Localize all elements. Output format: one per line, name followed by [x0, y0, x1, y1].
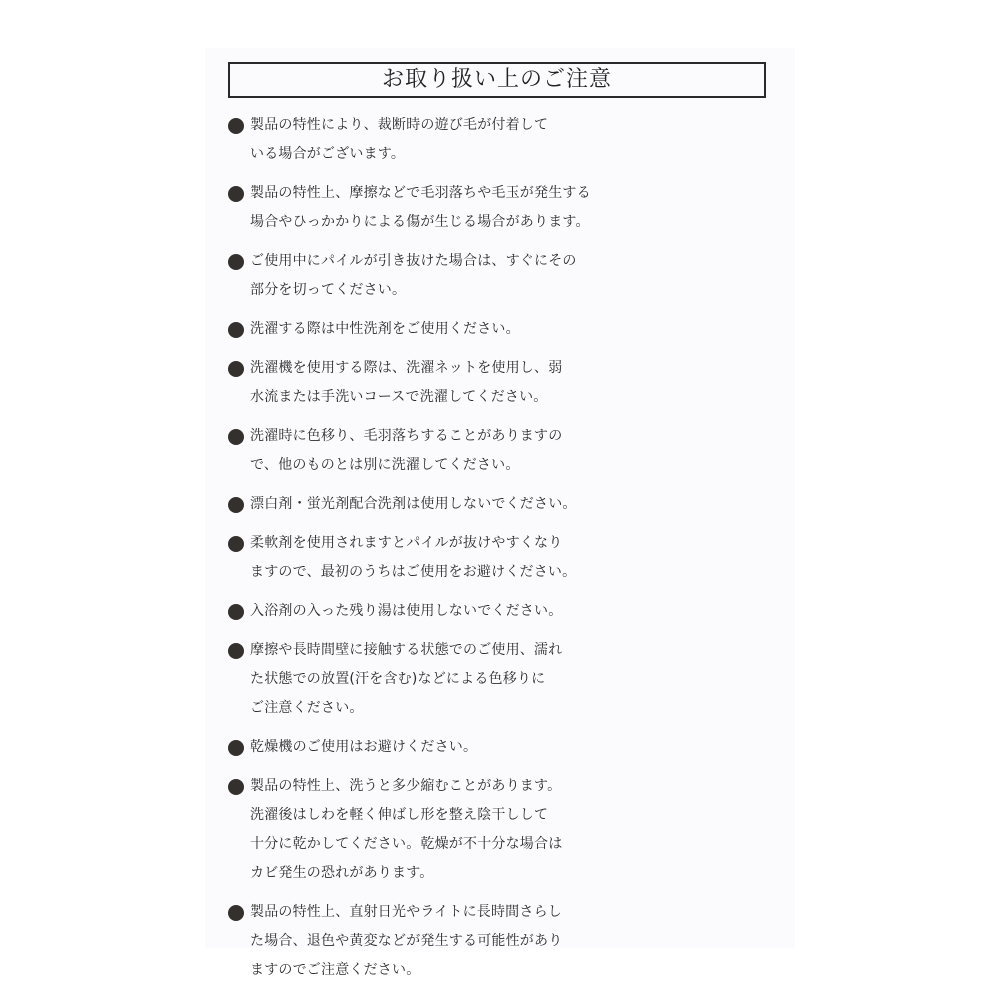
title-box: [228, 62, 766, 98]
care-note: [226, 529, 782, 587]
care-note-line: た場合、退色や黄変などが発生する可能性があり: [250, 933, 563, 949]
care-note-line: 水流または手洗いコースで洗濯してください。: [250, 389, 548, 405]
care-note-line: 入浴剤の入った残り湯は使用しないでください。: [250, 603, 563, 619]
care-note-line: 洗濯後はしわを軽く伸ばし形を整え陰干しして: [250, 807, 549, 823]
page-title: お取り扱い上のご注意: [381, 67, 612, 92]
care-note-line: 漂白剤・蛍光剤配合洗剤は使用しないでください。: [250, 496, 577, 512]
care-note-line: 製品の特性上、摩擦などで毛羽落ちや毛玉が発生する: [250, 185, 591, 201]
bullet-icon: [228, 604, 244, 620]
bullet-icon: [228, 429, 244, 445]
care-note: [226, 898, 782, 985]
bullet-icon: [228, 322, 244, 338]
bullet-icon: [228, 254, 244, 270]
care-note-line: 摩擦や長時間壁に接触する状態でのご使用、濡れ: [250, 642, 563, 658]
care-note-line: ますのでご注意ください。: [250, 962, 421, 978]
care-note-line: た状態での放置(汗を含む)などによる色移りに: [250, 671, 546, 687]
care-note-line: ご使用中にパイルが引き抜けた場合は、すぐにその: [250, 253, 577, 269]
care-note: [226, 247, 782, 305]
care-note-line: 製品の特性上、洗うと多少縮むことがあります。: [250, 778, 562, 794]
care-note-line: 十分に乾かしてください。乾燥が不十分な場合は: [250, 836, 563, 852]
bullet-icon: [228, 118, 244, 134]
bullet-icon: [228, 905, 244, 921]
care-note: [226, 490, 782, 519]
care-note-line: 洗濯機を使用する際は、洗濯ネットを使用し、弱: [250, 360, 563, 376]
bullet-icon: [228, 536, 244, 552]
care-note-line: ご注意ください。: [250, 700, 364, 716]
care-notes-list: [226, 111, 782, 995]
care-note: [226, 733, 782, 762]
bullet-icon: [228, 779, 244, 795]
care-note: [226, 315, 782, 344]
care-note-line: ますので、最初のうちはご使用をお避けください。: [250, 564, 577, 580]
care-note-line: 柔軟剤を使用されますとパイルが抜けやすくなり: [250, 535, 563, 551]
care-note-line: 製品の特性により、裁断時の遊び毛が付着して: [250, 117, 549, 133]
care-note: [226, 179, 782, 237]
care-note-line: いる場合がございます。: [250, 146, 406, 162]
care-note-line: 洗濯時に色移り、毛羽落ちすることがありますの: [250, 428, 563, 444]
care-note-line: 乾燥機のご使用はお避けください。: [250, 739, 478, 755]
care-note-line: 場合やひっかかりによる傷が生じる場合があります。: [250, 214, 590, 230]
care-note-line: 製品の特性上、直射日光やライトに長時間さらし: [250, 904, 562, 920]
care-note: [226, 354, 782, 412]
care-note-line: 洗濯する際は中性洗剤をご使用ください。: [250, 321, 520, 337]
care-note: [226, 772, 782, 888]
bullet-icon: [228, 497, 244, 513]
care-note: [226, 111, 782, 169]
bullet-icon: [228, 186, 244, 202]
care-note-line: で、他のものとは別に洗濯してください。: [250, 457, 520, 473]
bullet-icon: [228, 361, 244, 377]
care-note-line: カビ発生の恐れがあります。: [250, 865, 434, 881]
care-note-line: 部分を切ってください。: [250, 282, 407, 298]
care-note: [226, 636, 782, 723]
care-note: [226, 597, 782, 626]
bullet-icon: [228, 740, 244, 756]
care-note: [226, 422, 782, 480]
bullet-icon: [228, 643, 244, 659]
